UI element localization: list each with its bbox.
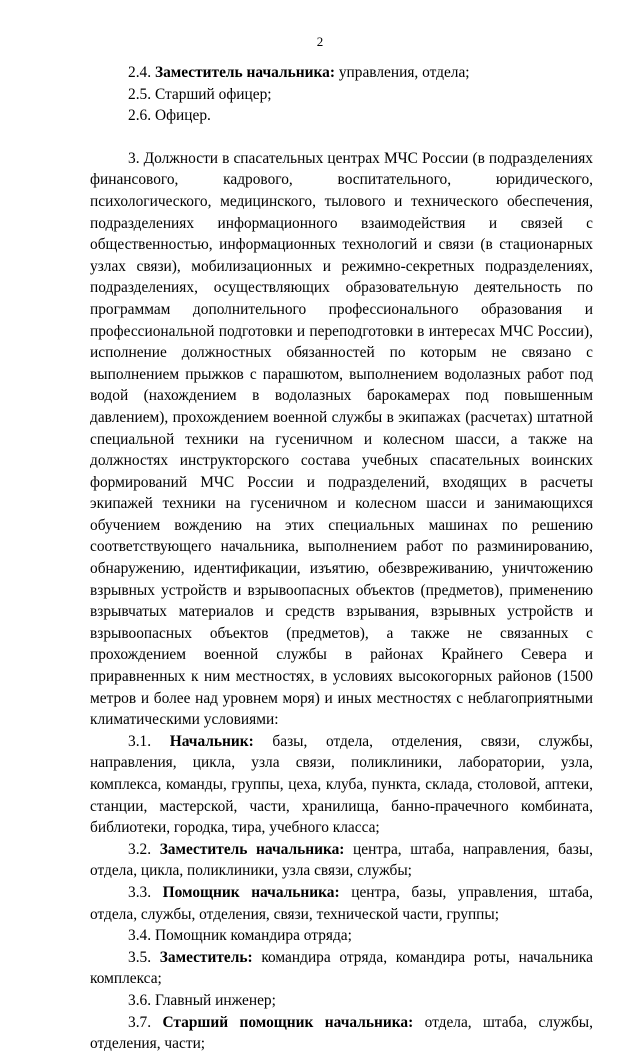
list-item [90,839,593,882]
item-text: командира отряда, командира роты, начальника комплекса; [90,948,593,988]
list-item [90,925,593,947]
main-paragraph: 3. Должности в спасательных центрах МЧС России (в подразделениях финансового, кадрового, воспитательного, юридического, психологического, медицинского, тылового и технического обеспечения, подразделениях информационного взаимодействия и связей с общественностью, информационных технологий и связи (в стационарных узлах связи), мобилизационных и режимно-секретных подразделениях, подразделениях, осуществляющих образовательную деятельность по программам дополнительного профессионального образования и профессиональной подготовки и переподготовки в интересах МЧС России), исполнение должностных обязанностей по которым не связано с выполнением прыжков с парашютом, выполнением водолазных работ под водой (нахождением в водолазных барокамерах под повышенным давлением), прохождением военной службы в экипажах (расчетах) штатной специальной техники на гусеничном и колесном шасси, а также на должностях инструкторского состава учебных спасательных воинских формирований МЧС России и подразделений, входящих в расчеты экипажей техники на гусеничном и колесном шасси и занимающихся обучением вождению на этих специальных машинах по решению соответствующего начальника, выполнением работ по разминированию, обнаружению, идентификации, изъятию, обезвреживанию, уничтожению взрывных устройств и взрывоопасных объектов (предметов), применению взрывчатых материалов и средств взрывания, взрывных устройств и взрывоопасных объектов (предметов), а также не связанных с прохождением военной службы в районах Крайнего Севера и приравненных к ним местностях, в условиях высокогорных районов (1500 метров и более над уровнем моря) и иных местностях с неблагоприятными климатическими условиями: [90,149,593,729]
position-list-top [90,62,593,127]
item-number: 3.5. [128,948,152,966]
item-text: базы, отдела, отделения, связи, службы, направления, цикла, узла связи, поликлиники, лаборатории, узла, комплекса, команды, группы, цеха, клуба, пункта, склада, столовой, аптеки, станции, мастерской, части, хранилища, банно-прачечного комбината, библиотеки, городка, тира, учебного класса; [90,732,593,837]
list-item [90,731,593,839]
position-list-bottom [90,731,593,1055]
item-text: Помощник командира отряда; [154,927,352,945]
item-lead: Заместитель начальника: [154,64,335,81]
item-number: 3.2. [128,840,152,858]
list-item [90,105,593,127]
item-text: центра, штаба, направления, базы, отдела, цикла, поликлиники, узла связи, службы; [90,840,593,880]
item-number: 3.7. [128,1013,152,1031]
item-lead: Начальник: [169,732,254,750]
item-number: 3.4. [128,927,152,945]
list-item [90,1012,593,1055]
item-lead: Заместитель: [159,948,253,966]
item-lead: Помощник начальника: [162,883,340,901]
item-number: 2.6. [128,107,152,125]
item-number: 3.3. [128,883,152,901]
item-text: Главный инженер; [154,991,276,1009]
list-item [90,62,593,84]
item-number: 2.5. [128,85,152,103]
list-item [90,947,593,990]
item-number: 3.6. [128,991,152,1009]
item-number: 2.4. [128,64,152,81]
item-lead: Заместитель начальника: [159,840,345,858]
item-text: Офицер. [154,107,211,125]
list-item [90,84,593,106]
list-item [90,990,593,1012]
page-number: 2 [316,34,324,49]
item-text: Старший офицер; [154,85,272,103]
item-lead: Старший помощник начальника: [162,1013,414,1031]
item-text: центра, базы, управления, штаба, отдела, службы, отделения, связи, технической части, группы; [90,883,593,923]
document-body [90,62,593,1055]
list-item [90,882,593,925]
item-text: отдела, штаба, службы, отделения, части; [90,1013,593,1053]
item-text: управления, отдела; [338,64,470,81]
item-number: 3.1. [128,732,152,750]
